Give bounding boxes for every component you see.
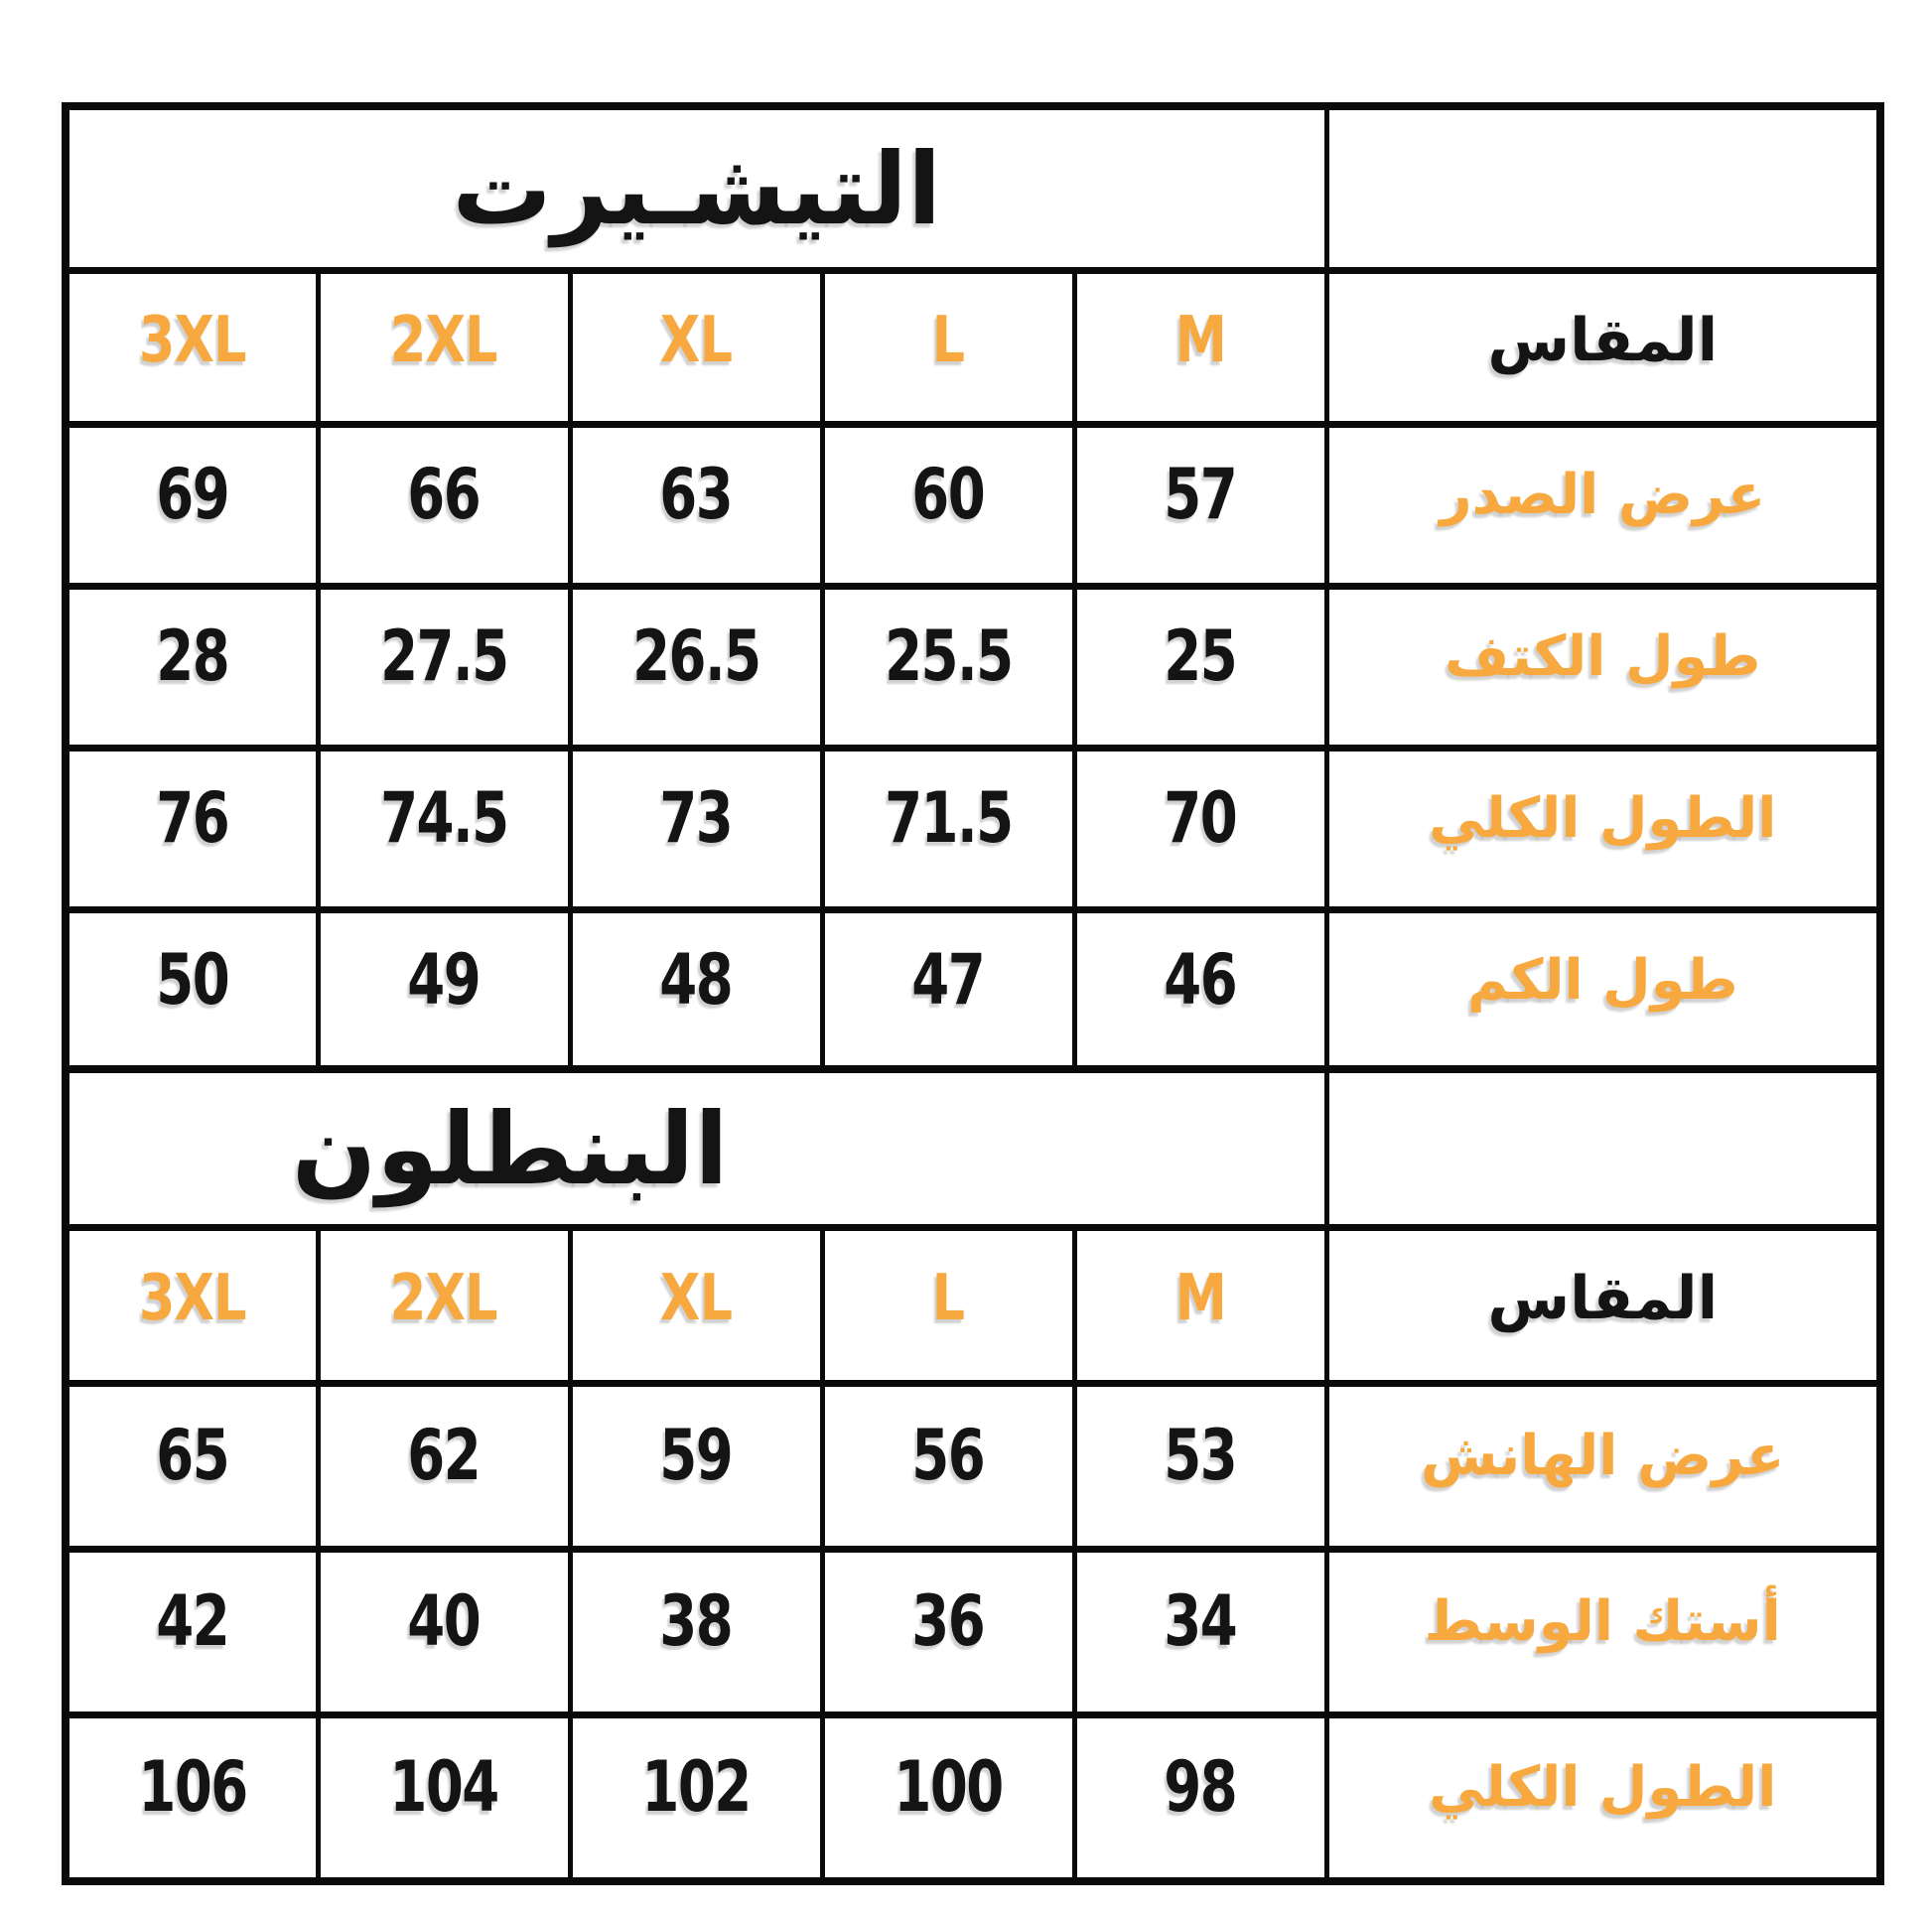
measure-header-cell xyxy=(1326,1228,1880,1384)
value-cell xyxy=(318,749,570,910)
value: 56 xyxy=(911,1415,985,1496)
size-header-cell xyxy=(570,271,822,425)
pants-table-title: البنطلون xyxy=(291,1090,729,1207)
size-header-cell xyxy=(570,1228,822,1384)
value: 74.5 xyxy=(379,777,508,859)
row-label: عرض الصدر xyxy=(1440,462,1766,527)
value-cell xyxy=(66,749,318,910)
value: 34 xyxy=(1164,1580,1237,1662)
value: 73 xyxy=(659,777,733,859)
value: 106 xyxy=(138,1746,247,1828)
row-label-cell xyxy=(1326,910,1880,1073)
value-cell xyxy=(570,749,822,910)
pants-row-waist-elastic xyxy=(66,1550,1880,1715)
value-cell xyxy=(66,1715,318,1882)
value: 38 xyxy=(659,1580,733,1662)
size-header-cell xyxy=(318,271,570,425)
row-label-cell xyxy=(1326,749,1880,910)
pants-size-table xyxy=(62,1065,1884,1885)
value: 53 xyxy=(1164,1415,1237,1496)
row-label-cell xyxy=(1326,1384,1880,1550)
value-cell xyxy=(66,910,318,1073)
value: 27.5 xyxy=(379,616,508,697)
value-cell xyxy=(822,425,1074,587)
tshirt-row-total-length xyxy=(66,749,1880,910)
size-header-2xl: 2XL xyxy=(390,1262,497,1335)
value: 70 xyxy=(1164,777,1237,859)
value: 63 xyxy=(659,454,733,535)
size-header-3xl: 3XL xyxy=(138,1262,246,1335)
size-header-xl: XL xyxy=(659,304,733,377)
size-header-cell xyxy=(822,1228,1074,1384)
measure-header-label: المقاس xyxy=(1487,306,1719,375)
value-cell xyxy=(1074,425,1326,587)
value: 26.5 xyxy=(631,616,760,697)
row-label: عرض الهانش xyxy=(1421,1423,1785,1488)
value: 47 xyxy=(911,939,985,1021)
value: 57 xyxy=(1164,454,1237,535)
value-cell xyxy=(570,587,822,749)
value-cell xyxy=(66,1384,318,1550)
value: 69 xyxy=(156,454,229,535)
value: 59 xyxy=(659,1415,733,1496)
value-cell xyxy=(1074,1384,1326,1550)
value-cell xyxy=(1074,587,1326,749)
row-label-cell xyxy=(1326,1550,1880,1715)
value-cell xyxy=(1074,910,1326,1073)
tshirt-header-row xyxy=(66,271,1880,425)
row-label: طول الكتف xyxy=(1445,623,1761,689)
value-cell xyxy=(570,1715,822,1882)
value-cell xyxy=(1074,1715,1326,1882)
value-cell xyxy=(822,1715,1074,1882)
value-cell xyxy=(318,425,570,587)
value: 25 xyxy=(1164,616,1237,697)
value-cell xyxy=(570,1550,822,1715)
value-cell xyxy=(66,1550,318,1715)
value-cell xyxy=(570,425,822,587)
value: 36 xyxy=(911,1580,985,1662)
size-header-cell xyxy=(822,271,1074,425)
size-header-m: M xyxy=(1174,304,1226,377)
value: 98 xyxy=(1164,1746,1237,1828)
size-header-xl: XL xyxy=(659,1262,733,1335)
value: 102 xyxy=(641,1746,751,1828)
pants-row-hip-width xyxy=(66,1384,1880,1550)
row-label: الطول الكلي xyxy=(1429,785,1777,851)
tshirt-row-chest-width xyxy=(66,425,1880,587)
size-header-cell xyxy=(66,1228,318,1384)
value: 76 xyxy=(156,777,229,859)
value: 100 xyxy=(894,1746,1003,1828)
value-cell xyxy=(318,910,570,1073)
value-cell xyxy=(66,587,318,749)
pants-header-row xyxy=(66,1228,1880,1384)
size-header-m: M xyxy=(1174,1262,1226,1335)
value-cell xyxy=(570,1384,822,1550)
value-cell xyxy=(1074,1550,1326,1715)
measure-header-label: المقاس xyxy=(1487,1264,1719,1333)
pants-title-cell xyxy=(66,1069,1326,1228)
value: 65 xyxy=(156,1415,229,1496)
value: 40 xyxy=(407,1580,481,1662)
value: 66 xyxy=(407,454,481,535)
value-cell xyxy=(66,425,318,587)
value-cell xyxy=(318,1715,570,1882)
measure-header-cell xyxy=(1326,271,1880,425)
value: 46 xyxy=(1164,939,1237,1021)
row-label: أستك الوسط xyxy=(1424,1588,1781,1654)
size-header-l: L xyxy=(931,1262,965,1335)
tshirt-size-table xyxy=(62,102,1884,1076)
size-header-cell xyxy=(66,271,318,425)
tshirt-table-title: التيشـيرت xyxy=(452,130,942,247)
size-header-cell xyxy=(318,1228,570,1384)
value-cell xyxy=(822,749,1074,910)
row-label-cell xyxy=(1326,425,1880,587)
value-cell xyxy=(822,910,1074,1073)
pants-title-row xyxy=(66,1069,1880,1228)
size-header-l: L xyxy=(931,304,965,377)
value: 60 xyxy=(911,454,985,535)
value-cell xyxy=(318,587,570,749)
tshirt-row-sleeve-length xyxy=(66,910,1880,1073)
value-cell xyxy=(318,1384,570,1550)
size-header-2xl: 2XL xyxy=(390,304,497,377)
value-cell xyxy=(318,1550,570,1715)
value-cell xyxy=(1074,749,1326,910)
value: 62 xyxy=(407,1415,481,1496)
value-cell xyxy=(570,910,822,1073)
value-cell xyxy=(822,1384,1074,1550)
size-header-cell xyxy=(1074,1228,1326,1384)
value: 104 xyxy=(389,1746,498,1828)
value: 25.5 xyxy=(884,616,1013,697)
size-header-3xl: 3XL xyxy=(138,304,246,377)
value: 49 xyxy=(407,939,481,1021)
tshirt-title-row xyxy=(66,106,1880,271)
value: 50 xyxy=(156,939,229,1021)
row-label-cell xyxy=(1326,587,1880,749)
value: 42 xyxy=(156,1580,229,1662)
value: 48 xyxy=(659,939,733,1021)
row-label-cell xyxy=(1326,1715,1880,1882)
value: 71.5 xyxy=(884,777,1013,859)
tshirt-title-corner-cell xyxy=(1326,106,1880,271)
pants-row-total-length xyxy=(66,1715,1880,1882)
value-cell xyxy=(822,587,1074,749)
value-cell xyxy=(822,1550,1074,1715)
tshirt-row-shoulder-length xyxy=(66,587,1880,749)
tshirt-title-cell xyxy=(66,106,1326,271)
value: 28 xyxy=(156,616,229,697)
pants-title-corner-cell xyxy=(1326,1069,1880,1228)
row-label: طول الكم xyxy=(1466,947,1738,1013)
size-header-cell xyxy=(1074,271,1326,425)
row-label: الطول الكلي xyxy=(1429,1754,1777,1820)
